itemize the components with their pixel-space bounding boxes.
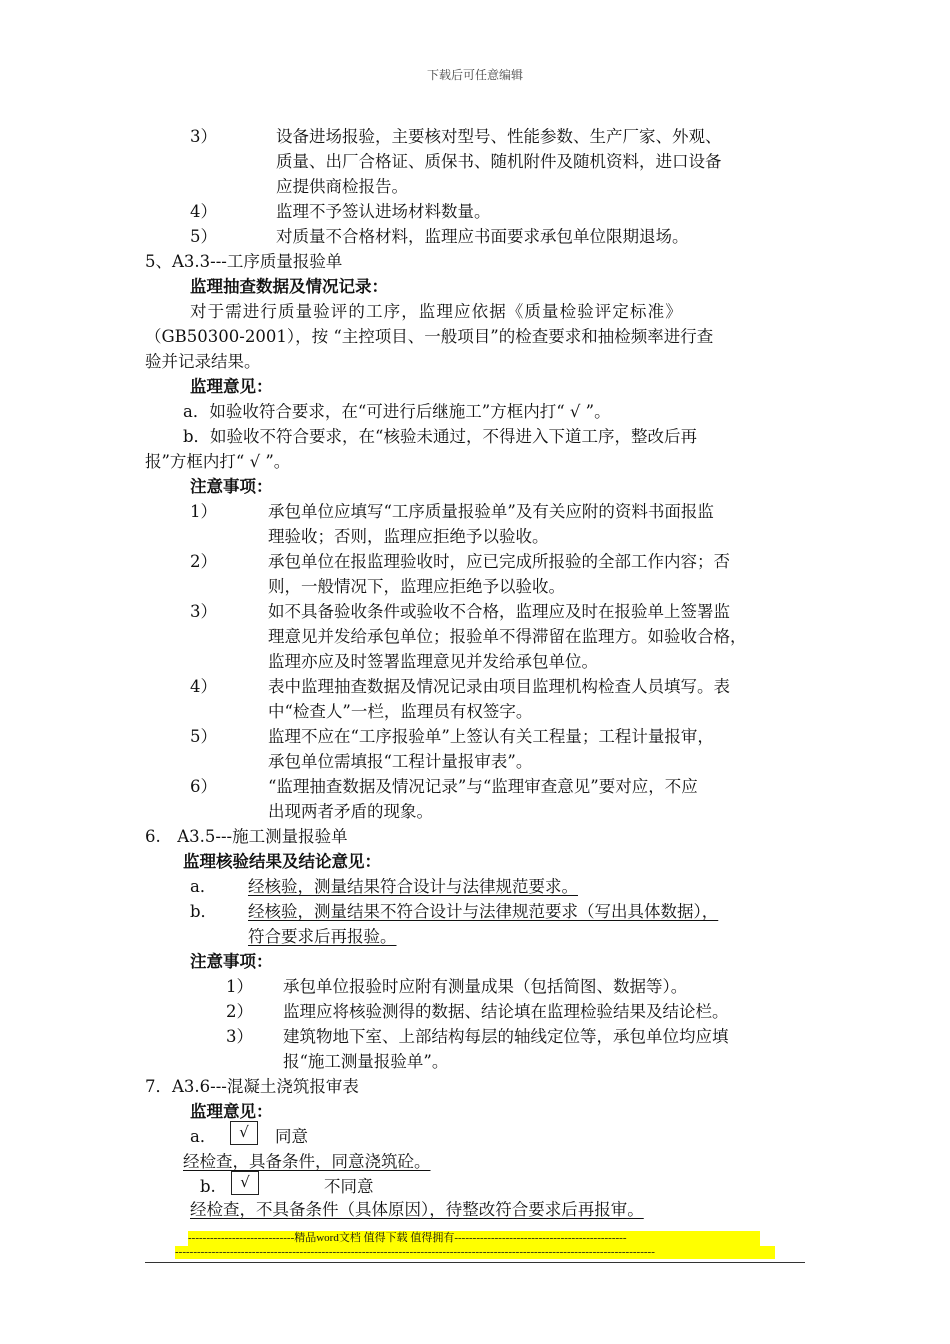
option-label: b. xyxy=(200,1177,216,1196)
subheading: 监理核验结果及结论意见： xyxy=(183,852,381,871)
list-item-text: 承包单位报验时应附有测量成果（包括简图、数据等）。 xyxy=(283,977,688,996)
list-number: 6） xyxy=(190,777,217,796)
paragraph-line: b．如验收不符合要求，在“核验未通过，不得进入下道工序，整改后再 xyxy=(183,427,697,446)
result-text: 经核验，测量结果不符合设计与法律规范要求（写出具体数据）， xyxy=(248,902,719,921)
paragraph-line: （GB50300-2001），按 “主控项目、一般项目”的检查要求和抽检频率进行查 xyxy=(145,327,714,346)
list-item-text: 中“检查人”一栏，监理员有权签字。 xyxy=(268,702,533,721)
footer-banner: -----------------------------精品word文档 值得下载 值得拥有----------------------------------------------- xyxy=(188,1231,760,1246)
list-number: a． xyxy=(190,877,217,896)
list-number: 4） xyxy=(190,202,217,221)
list-number: 5） xyxy=(190,227,217,246)
list-item-text: 如不具备验收条件或验收不合格，监理应及时在报验单上签署监 xyxy=(268,602,730,621)
list-item-text: 监理不应在“工序报验单”上签认有关工程量；工程计量报审， xyxy=(268,727,714,746)
footer-rule xyxy=(145,1262,805,1263)
list-number: 2） xyxy=(226,1002,253,1021)
result-text: 符合要求后再报验。 xyxy=(248,927,397,946)
list-item-text: 设备进场报验，主要核对型号、性能参数、生产厂家、外观、 xyxy=(276,127,722,146)
list-item-text: 理意见并发给承包单位；报验单不得滞留在监理方。如验收合格， xyxy=(268,627,747,646)
section-title: 6. A3.5---施工测量报验单 xyxy=(145,827,348,846)
list-item-text: 承包单位需填报“工程计量报审表”。 xyxy=(268,752,533,771)
list-number: 5） xyxy=(190,727,217,746)
option-detail: 经检查，不具备条件（具体原因），待整改符合要求后再报审。 xyxy=(190,1200,644,1219)
subheading: 注意事项： xyxy=(190,952,273,971)
paragraph-line: 报”方框内打“ √ ”。 xyxy=(145,452,291,471)
list-item-text: 表中监理抽查数据及情况记录由项目监理机构检查人员填写。表 xyxy=(268,677,730,696)
list-number: 1） xyxy=(226,977,253,996)
section-title: 5、A3.3---工序质量报验单 xyxy=(145,252,343,271)
section-title: 7．A3.6---混凝土浇筑报审表 xyxy=(145,1077,359,1096)
list-item-text: 理验收；否则，监理应拒绝予以验收。 xyxy=(268,527,549,546)
list-item-text: 监理不予签认进场材料数量。 xyxy=(276,202,491,221)
list-number: b． xyxy=(190,902,218,921)
option-text: 不同意 xyxy=(324,1177,374,1196)
list-item-text: “监理抽查数据及情况记录”与“监理审查意见”要对应，不应 xyxy=(268,777,698,796)
subheading: 监理意见： xyxy=(190,1102,273,1121)
list-item-text: 承包单位应填写“工序质量报验单”及有关应附的资料书面报监 xyxy=(268,502,714,521)
footer-dashes: ----------------------------------------------------------------------------------------------------------------------------------- xyxy=(175,1246,775,1259)
list-number: 3） xyxy=(226,1027,253,1046)
subheading: 注意事项： xyxy=(190,477,273,496)
subheading: 监理意见： xyxy=(190,377,273,396)
list-item-text: 出现两者矛盾的现象。 xyxy=(268,802,433,821)
list-item-text: 承包单位在报监理验收时，应已完成所报验的全部工作内容；否 xyxy=(268,552,730,571)
list-number: 4） xyxy=(190,677,217,696)
list-number: 1） xyxy=(190,502,217,521)
list-number: 3） xyxy=(190,127,217,146)
option-label: a． xyxy=(190,1127,217,1146)
list-item-text: 对质量不合格材料，监理应书面要求承包单位限期退场。 xyxy=(276,227,689,246)
checkbox-disagree[interactable]: √ xyxy=(231,1171,259,1195)
list-item-text: 监理应将核验测得的数据、结论填在监理检验结果及结论栏。 xyxy=(283,1002,729,1021)
result-text: 经核验，测量结果符合设计与法律规范要求。 xyxy=(248,877,578,896)
paragraph-line: 对于需进行质量验评的工序，监理应依据《质量检验评定标准》 xyxy=(190,302,683,321)
option-detail: 经检查，具备条件，同意浇筑砼。 xyxy=(183,1152,431,1171)
list-item-text: 监理亦应及时签署监理意见并发给承包单位。 xyxy=(268,652,598,671)
list-item-text: 应提供商检报告。 xyxy=(276,177,408,196)
list-number: 3） xyxy=(190,602,217,621)
list-item-text: 则，一般情况下，监理应拒绝予以验收。 xyxy=(268,577,565,596)
page-header: 下载后可任意编辑 xyxy=(426,68,523,82)
list-number: 2） xyxy=(190,552,217,571)
list-item-text: 建筑物地下室、上部结构每层的轴线定位等，承包单位均应填 xyxy=(283,1027,729,1046)
checkbox-agree[interactable]: √ xyxy=(230,1121,258,1145)
list-item-text: 报“施工测量报验单”。 xyxy=(283,1052,449,1071)
list-item-text: 质量、出厂合格证、质保书、随机附件及随机资料，进口设备 xyxy=(276,152,722,171)
paragraph-line: 验并记录结果。 xyxy=(145,352,261,371)
subheading: 监理抽查数据及情况记录： xyxy=(190,277,388,296)
paragraph-line: a．如验收符合要求，在“可进行后继施工”方框内打“ √ ”。 xyxy=(183,402,611,421)
option-text: 同意 xyxy=(275,1127,308,1146)
